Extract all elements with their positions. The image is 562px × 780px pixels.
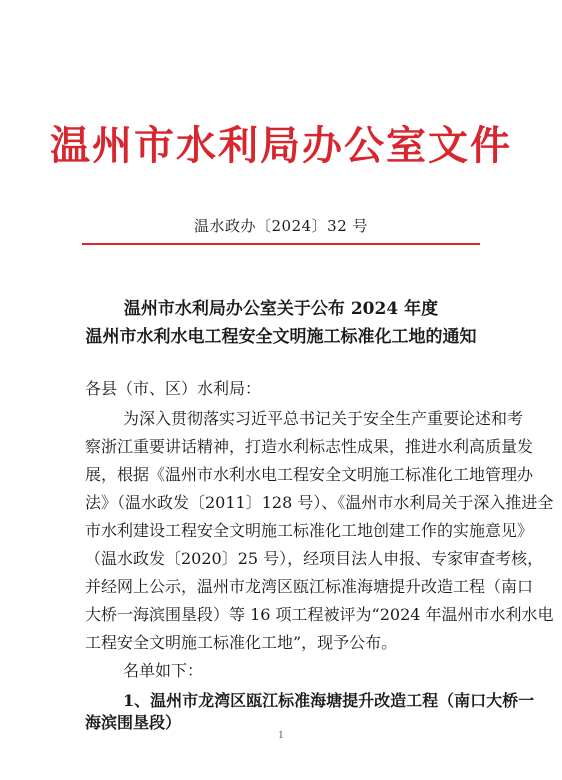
body-paragraph-line: 为深入贯彻落实习近平总书记关于安全生产重要论述和考 [123, 409, 524, 428]
body-paragraph-line: （温水政发〔2020〕25 号），经项目法人申报、专家审查考核， [85, 549, 544, 568]
document-number: 温水政办〔2024〕32 号 [193, 217, 369, 235]
body-paragraph-line: 大桥一海滨围垦段）等 16 项工程被评为“2024 年温州市水利水电 [85, 605, 554, 624]
list-item-line: 1、温州市龙湾区瓯江标准海塘提升改造工程（南口大桥一 [123, 691, 535, 710]
list-intro: 名单如下： [123, 661, 204, 680]
document-title-line2: 温州市水利水电工程安全文明施工标准化工地的通知 [85, 327, 477, 347]
document-title-line1: 温州市水利局办公室关于公布 2024 年度 [123, 299, 439, 319]
header-divider [82, 243, 480, 245]
page-number: 1 [278, 731, 284, 741]
body-paragraph-line: 察浙江重要讲话精神，打造水利标志性成果，推进水利高质量发 [85, 437, 534, 456]
body-paragraph-line: 法》（温水政发〔2011〕128 号）、《温州市水利局关于深入推进全 [85, 493, 554, 512]
body-paragraph-line: 工程安全文明施工标准化工地”，现予公布。 [85, 633, 398, 652]
body-paragraph-line: 并经网上公示，温州市龙湾区瓯江标准海塘提升改造工程（南口 [85, 577, 534, 596]
list-item-line: 海滨围垦段） [85, 713, 182, 732]
document-header: 温州市水利局办公室文件 [50, 122, 512, 169]
body-paragraph-line: 展，根据《温州市水利水电工程安全文明施工标准化工地管理办 [85, 465, 534, 484]
salutation: 各县（市、区）水利局： [85, 379, 262, 398]
body-paragraph-line: 市水利建设工程安全文明施工标准化工地创建工作的实施意见》 [85, 521, 534, 540]
